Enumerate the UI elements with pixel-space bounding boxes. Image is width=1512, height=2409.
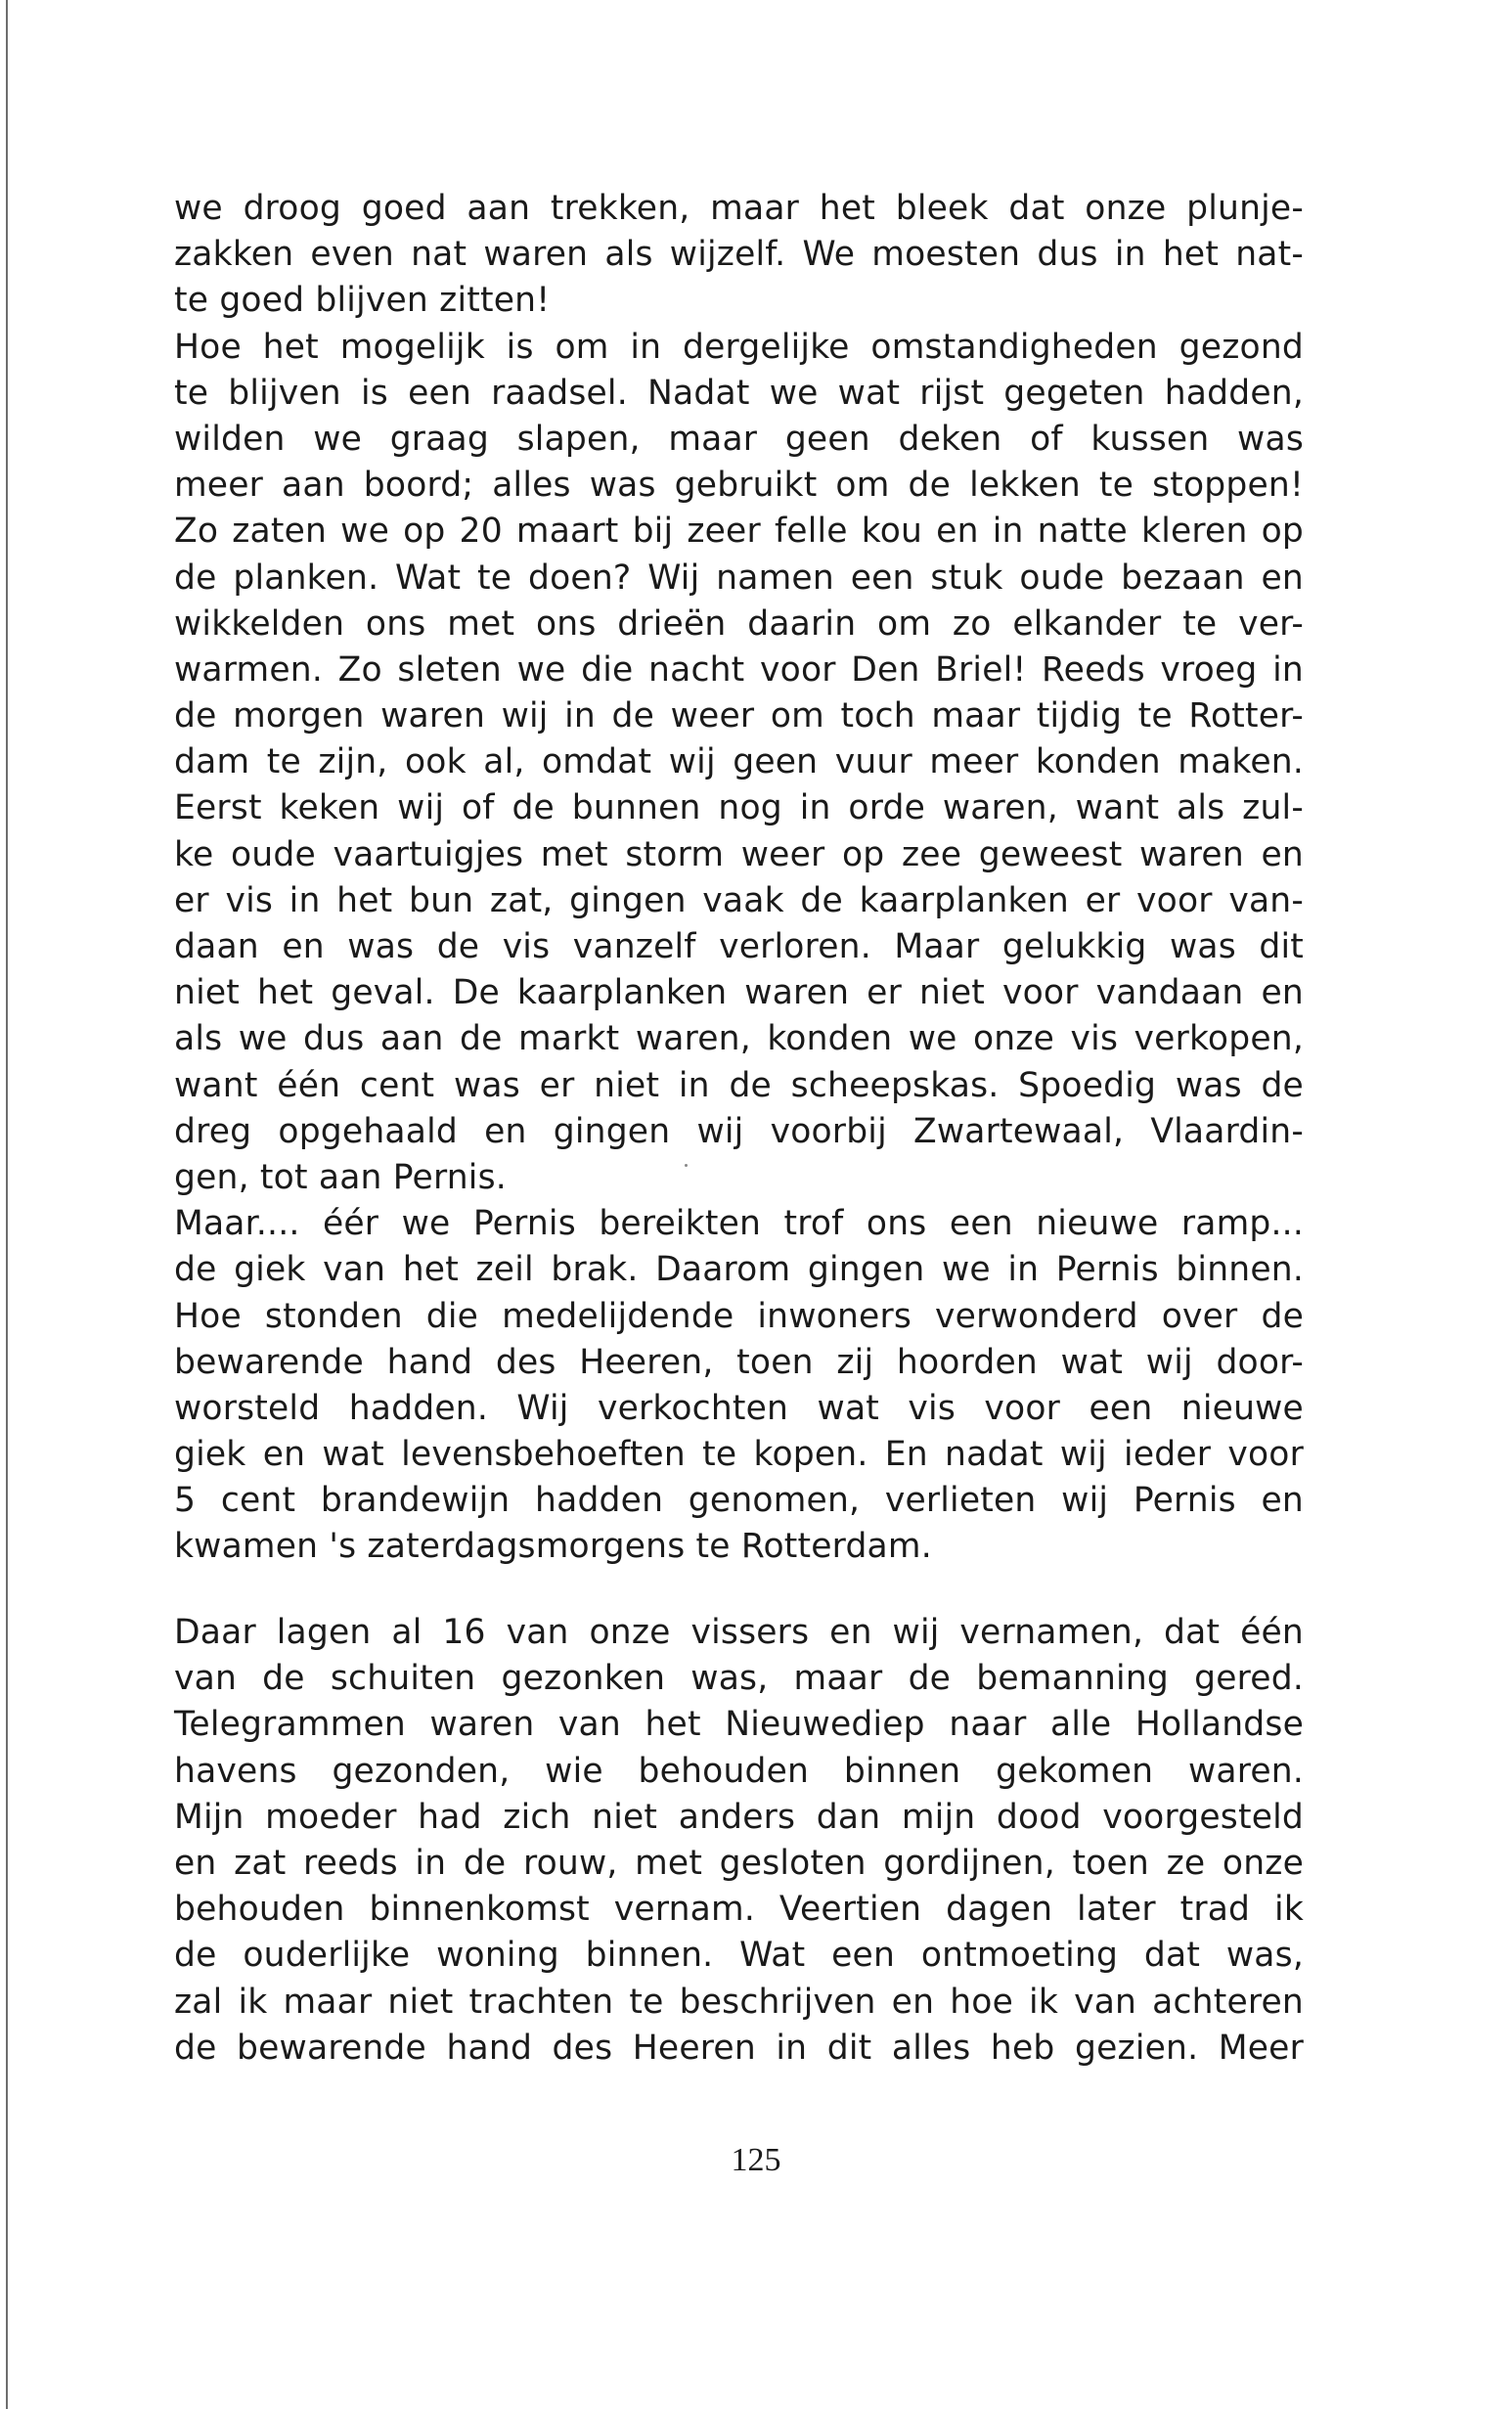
text-line: giek en wat levensbehoeften te kopen. En nadat wij ieder voor xyxy=(174,1435,1304,1475)
text-line: havens gezonden, wie behouden binnen gekomen waren. xyxy=(174,1751,1304,1791)
text-line: Maar.... éér we Pernis bereikten trof ons een nieuwe ramp... xyxy=(174,1204,1304,1244)
text-line: Telegrammen waren van het Nieuwediep naar alle Hollandse xyxy=(174,1705,1304,1745)
text-line: bewarende hand des Heeren, toen zij hoorden wat wij door- xyxy=(174,1342,1304,1382)
text-line: wilden we graag slapen, maar geen deken of kussen was xyxy=(174,419,1304,459)
text-line: de bewarende hand des Heeren in dit alles heb gezien. Meer xyxy=(174,2028,1304,2068)
page-edge-line xyxy=(6,0,8,2409)
text-line: zakken even nat waren als wijzelf. We moesten dus in het nat- xyxy=(174,235,1304,275)
text-line: dam te zijn, ook al, omdat wij geen vuur meer konden maken. xyxy=(174,742,1304,782)
paragraph-1 xyxy=(174,186,1304,1571)
text-line: en zat reeds in de rouw, met gesloten gordijnen, toen ze onze xyxy=(174,1843,1304,1883)
text-line: de morgen waren wij in de weer om toch maar tijdig te Rotter- xyxy=(174,696,1304,736)
text-line: de ouderlijke woning binnen. Wat een ontmoeting dat was, xyxy=(174,1936,1304,1976)
text-line: er vis in het bun zat, gingen vaak de kaarplanken er voor van- xyxy=(174,880,1304,920)
text-line: niet het geval. De kaarplanken waren er niet voor vandaan en xyxy=(174,973,1304,1013)
text-line: Zo zaten we op 20 maart bij zeer felle kou en in natte kleren op xyxy=(174,512,1304,552)
text-line: meer aan boord; alles was gebruikt om de lekken te stoppen! xyxy=(174,466,1304,506)
text-line: te blijven is een raadsel. Nadat we wat rijst gegeten hadden, xyxy=(174,373,1304,413)
text-line: we droog goed aan trekken, maar het bleek dat onze plunje- xyxy=(174,189,1304,228)
text-line: Hoe stonden die medelijdende inwoners verwonderd over de xyxy=(174,1296,1304,1336)
text-line: van de schuiten gezonken was, maar de bemanning gered. xyxy=(174,1659,1304,1699)
text-line: behouden binnenkomst vernam. Veertien dagen later trad ik xyxy=(174,1890,1304,1930)
text-line: de planken. Wat te doen? Wij namen een stuk oude bezaan en xyxy=(174,558,1304,598)
text-line: zal ik maar niet trachten te beschrijven en hoe ik van achteren xyxy=(174,1982,1304,2022)
text-line: daan en was de vis vanzelf verloren. Maar gelukkig was dit xyxy=(174,927,1304,966)
text-line: wikkelden ons met ons drieën daarin om zo elkander te ver- xyxy=(174,603,1304,644)
text-line: Daar lagen al 16 van onze vissers en wij vernamen, dat één xyxy=(174,1613,1304,1652)
text-line: als we dus aan de markt waren, konden we onze vis verkopen, xyxy=(174,1019,1304,1059)
text-line: warmen. Zo sleten we die nacht voor Den Briel! Reeds vroeg in xyxy=(174,649,1304,690)
text-line: Mijn moeder had zich niet anders dan mijn dood voorgesteld xyxy=(174,1797,1304,1837)
paragraph-2 xyxy=(174,1610,1304,2072)
text-line: gen, tot aan Pernis. xyxy=(174,1157,507,1197)
text-line: want één cent was er niet in de scheepskas. Spoedig was de xyxy=(174,1065,1304,1105)
text-line: ke oude vaartuigjes met storm weer op zee geweest waren en xyxy=(174,834,1304,874)
text-line: de giek van het zeil brak. Daarom gingen we in Pernis binnen. xyxy=(174,1250,1304,1290)
text-line: worsteld hadden. Wij verkochten wat vis voor een nieuwe xyxy=(174,1388,1304,1428)
text-line: Eerst keken wij of de bunnen nog in orde waren, want als zul- xyxy=(174,788,1304,828)
text-line: kwamen 's zaterdagsmorgens te Rotterdam. xyxy=(174,1527,932,1567)
text-line: te goed blijven zitten! xyxy=(174,281,551,321)
text-line: Hoe het mogelijk is om in dergelijke omstandigheden gezond xyxy=(174,327,1304,367)
text-line: 5 cent brandewijn hadden genomen, verlieten wij Pernis en xyxy=(174,1481,1304,1521)
text-line: dreg opgehaald en gingen wij voorbij Zwartewaal, Vlaardin- xyxy=(174,1111,1304,1151)
page-number: 125 xyxy=(731,2142,781,2178)
